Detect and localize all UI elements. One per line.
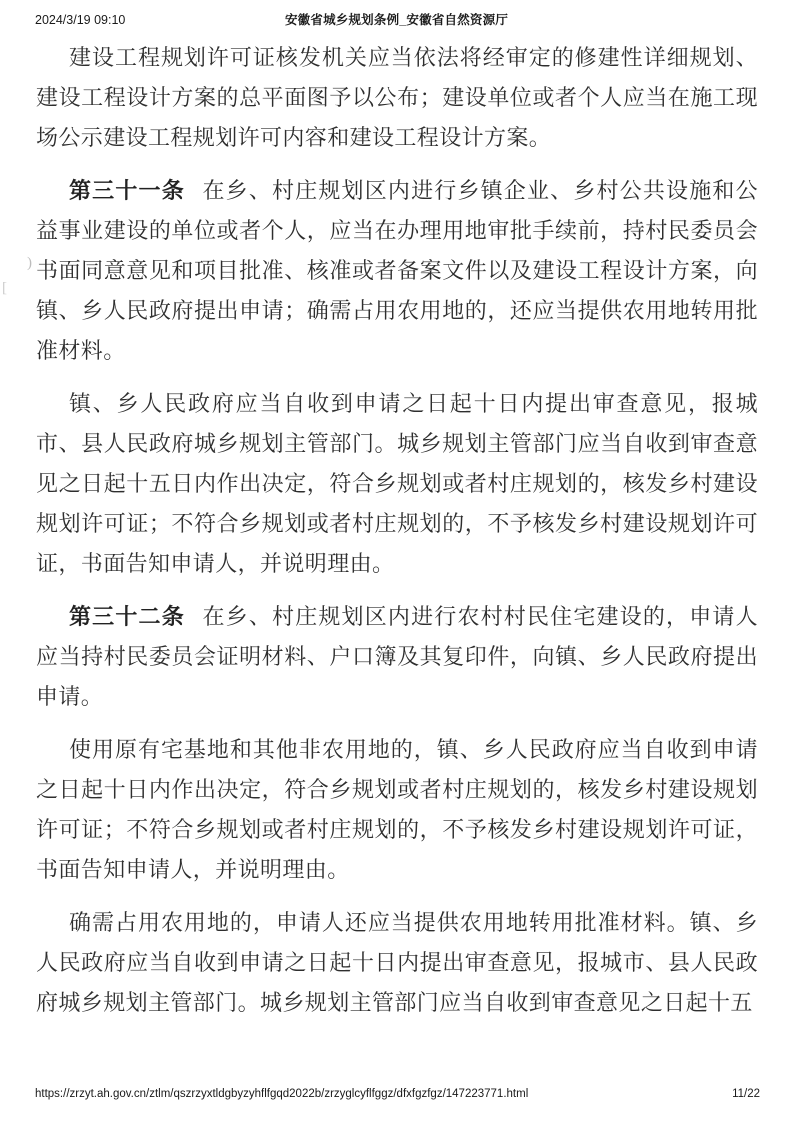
article-number: 第三十二条	[69, 604, 185, 629]
print-datetime: 2024/3/19 09:10	[35, 13, 126, 27]
page-title: 安徽省城乡规划条例_安徽省自然资源厅	[284, 13, 509, 27]
paragraph: 第三十二条 在乡、村庄规划区内进行农村村民住宅建设的，申请人应当持村民委员会证明材料、户口簿及其复印件，向镇、乡人民政府提出申请。	[36, 604, 758, 709]
document-body	[36, 38, 758, 1023]
print-header	[0, 11, 793, 29]
source-url: https://zrzyt.ah.gov.cn/ztlm/qszrzyxtldgbyzyhflfgqd2022b/zrzyglcyflfggz/dfxfgzfgz/147223771.html	[35, 1088, 529, 1100]
scan-artifact: [	[2, 280, 7, 296]
paragraph: 第三十一条 在乡、村庄规划区内进行乡镇企业、乡村公共设施和公益事业建设的单位或者个人，应当在办理用地审批手续前，持村民委员会书面同意意见和项目批准、核准或者备案文件以及建设工程设计方案，向镇、乡人民政府提出申请；确需占用农用地的，还应当提供农用地转用批准材料。	[36, 178, 758, 363]
page-number: 11/22	[732, 1088, 760, 1100]
paragraph: 镇、乡人民政府应当自收到申请之日起十日内提出审查意见，报城市、县人民政府城乡规划主管部门。城乡规划主管部门应当自收到审查意见之日起十五日内作出决定，符合乡规划或者村庄规划的，核发乡村建设规划许可证；不符合乡规划或者村庄规划的，不予核发乡村建设规划许可证，书面告知申请人，并说明理由。	[36, 391, 758, 576]
print-footer	[35, 1086, 760, 1102]
paragraph: 建设工程规划许可证核发机关应当依法将经审定的修建性详细规划、建设工程设计方案的总平面图予以公布；建设单位或者个人应当在施工现场公示建设工程规划许可内容和建设工程设计方案。	[36, 45, 758, 150]
article-number: 第三十一条	[69, 178, 185, 203]
paragraph: 使用原有宅基地和其他非农用地的，镇、乡人民政府应当自收到申请之日起十日内作出决定，符合乡规划或者村庄规划的，核发乡村建设规划许可证；不符合乡规划或者村庄规划的，不予核发乡村建设规划许可证，书面告知申请人，并说明理由。	[36, 737, 758, 882]
paragraph: 确需占用农用地的，申请人还应当提供农用地转用批准材料。镇、乡人民政府应当自收到申请之日起十日内提出审查意见，报城市、县人民政府城乡规划主管部门。城乡规划主管部门应当自收到审查意见之日起十五	[36, 910, 758, 1015]
scan-artifact: )	[27, 255, 32, 271]
